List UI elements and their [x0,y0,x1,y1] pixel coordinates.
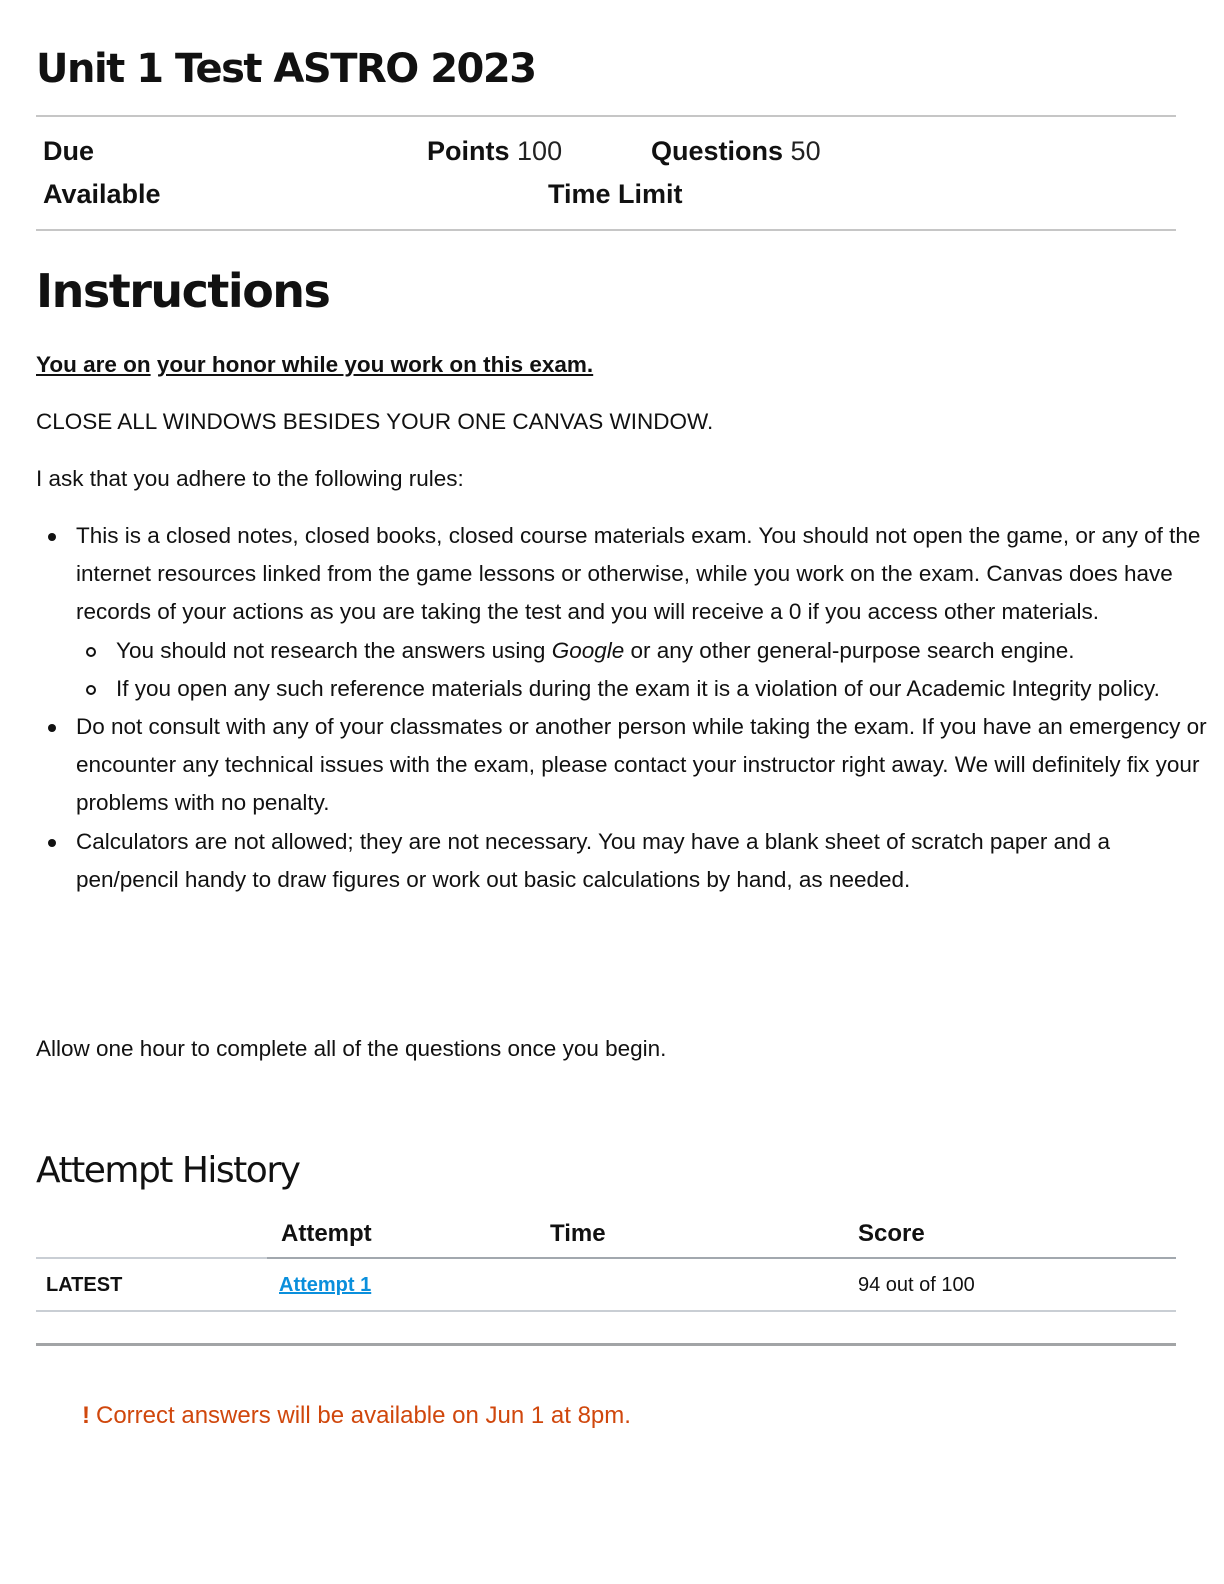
due-label: Due [43,136,95,166]
table-row-rule [36,1310,1176,1312]
questions-value: 50 [790,136,821,166]
column-header-score: Score [858,1220,925,1247]
rules-intro: I ask that you adhere to the following rules: [36,466,464,491]
section-divider [36,1343,1176,1346]
rule-item: Calculators are not allowed; they are not necessary. You may have a blank sheet of scratch paper and a pen/pencil handy to draw figures or work out basic calculations by hand, as needed. [76,823,1216,899]
divider [36,229,1176,231]
attempt-history-heading: Attempt History [36,1150,300,1191]
time-limit-field [548,179,683,210]
attempt-link[interactable]: Attempt 1 [279,1274,372,1296]
questions-label: Questions [651,136,784,166]
warning-icon: ! [82,1402,90,1429]
rules-list [36,517,1216,899]
honor-statement: You are on your honor while you work on this exam. [36,352,594,377]
instructions-heading: Instructions [36,264,330,318]
column-header-attempt: Attempt [281,1220,372,1247]
quiz-title: Unit 1 Test ASTRO 2023 [36,46,536,92]
correct-answers-notice [82,1402,631,1430]
attempt-score: 94 out of 100 [858,1274,975,1296]
sub-rule-item: If you open any such reference materials during the exam it is a violation of our Academic Integrity policy. [116,670,1216,708]
available-label: Available [43,179,161,209]
available-field [43,179,161,210]
points-value: 100 [517,136,563,166]
divider [36,115,1176,117]
close-windows-notice: CLOSE ALL WINDOWS BESIDES YOUR ONE CANVAS WINDOW. [36,409,714,434]
latest-badge: LATEST [46,1274,123,1296]
questions-field [651,136,821,167]
time-allowance: Allow one hour to complete all of the questions once you begin. [36,1036,667,1061]
points-field [427,136,562,167]
rule-item: Do not consult with any of your classmates or another person while taking the exam. If you have an emergency or encounter any technical issues with the exam, please contact your instructor right away. We will definitely fix your problems with no penalty. [76,708,1216,823]
due-field [43,136,94,167]
time-limit-label: Time Limit [548,179,683,209]
table-header-rule [36,1257,267,1259]
points-label: Points [427,136,510,166]
notice-text: Correct answers will be available on Jun 1 at 8pm. [96,1402,631,1429]
table-header-rule [267,1257,1176,1259]
sub-rules-list [76,632,1216,708]
rule-item: This is a closed notes, closed books, closed course materials exam. You should not open the game, or any of the internet resources linked from the game lessons or otherwise, while you work on the exam. Canvas does have records of your actions as you are taking the test and you will receive a 0 if you access other materials. You should not research the answers using Google or any other general-purpose search engine. If you open any such reference materials during the exam it is a violation of our Academic Integrity policy. [76,517,1216,708]
column-header-time: Time [550,1220,606,1247]
sub-rule-item: You should not research the answers using Google or any other general-purpose search engine. [116,632,1216,670]
